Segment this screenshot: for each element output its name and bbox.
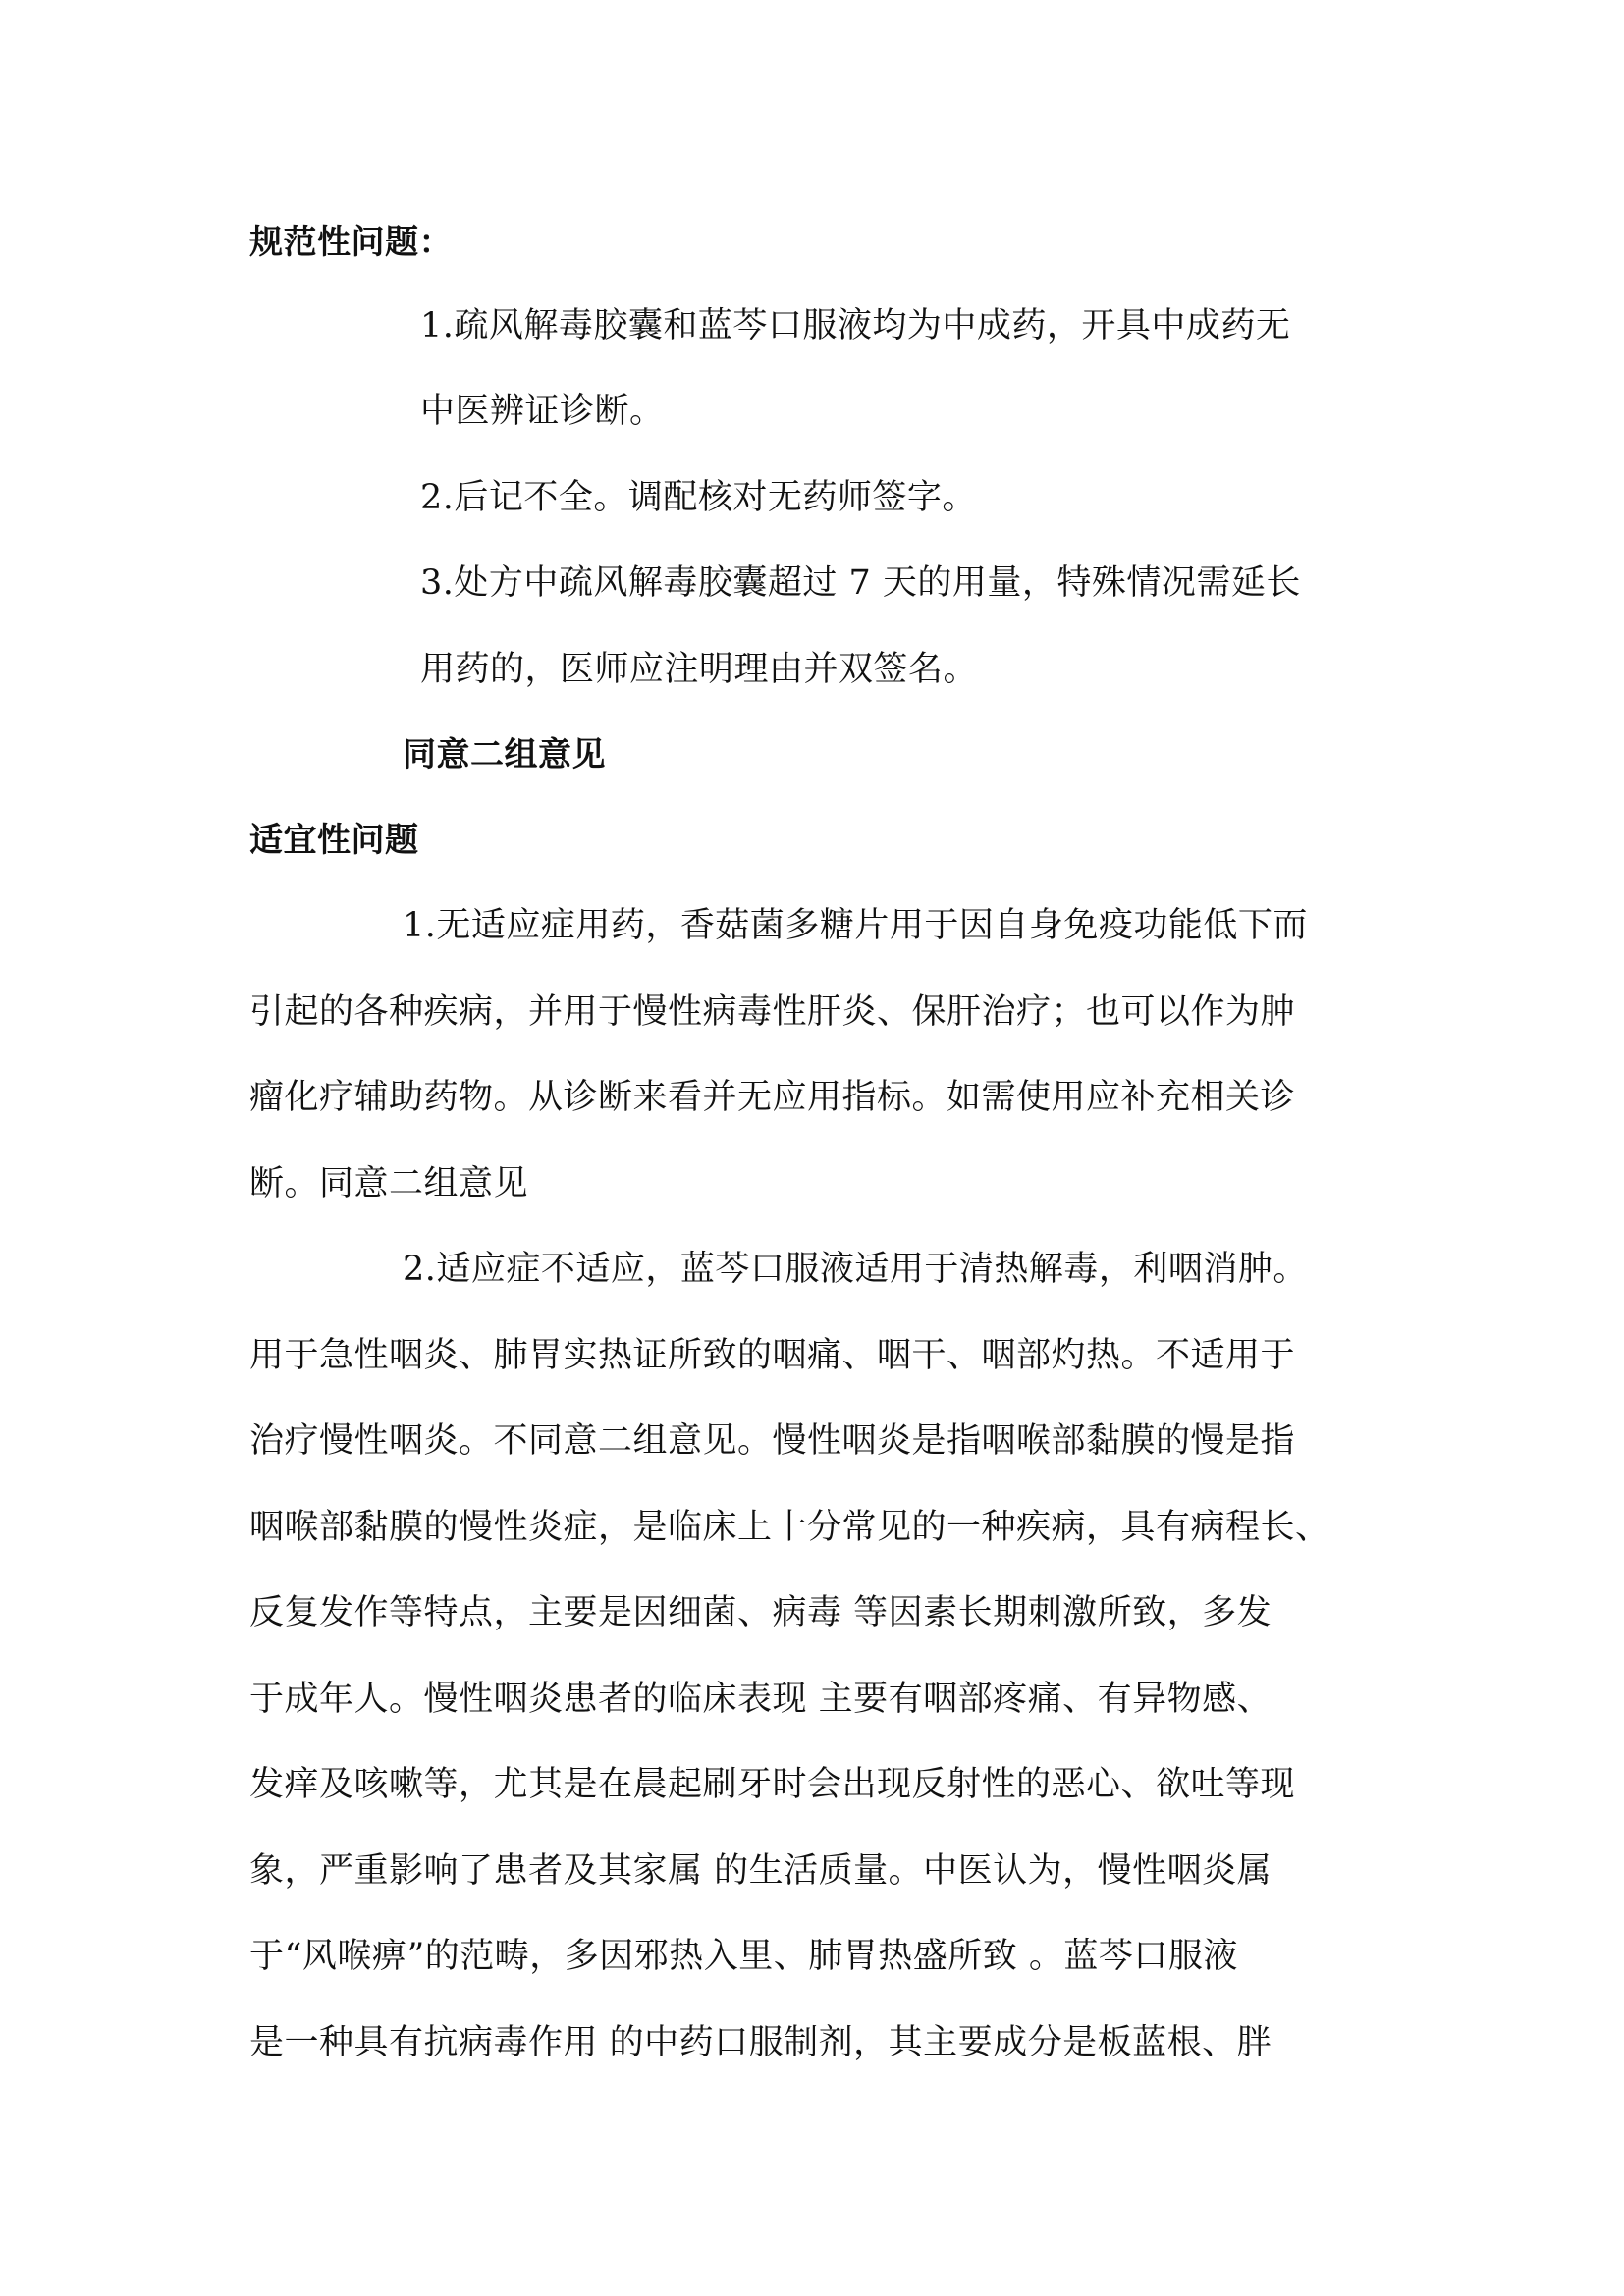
section-title-suitability: 适宜性问题 <box>249 821 419 860</box>
normative-item-1-line-1: 1.疏风解毒胶囊和蓝芩口服液均为中成药，开具中成药无 <box>420 306 1291 346</box>
suitability-p2-line-4: 咽喉部黏膜的慢性炎症，是临床上十分常见的一种疾病，具有病程长、 <box>249 1508 1330 1547</box>
normative-item-3-line-1: 3.处方中疏风解毒胶囊超过 7 天的用量，特殊情况需延长 <box>420 563 1301 603</box>
section-title-normative: 规范性问题： <box>249 223 453 262</box>
suitability-p2-line-3: 治疗慢性咽炎。不同意二组意见。慢性咽炎是指咽喉部黏膜的慢是指 <box>249 1421 1296 1461</box>
normative-item-3-line-2: 用药的，医师应注明理由并双签名。 <box>420 650 979 689</box>
suitability-p2-line-5: 反复发作等特点，主要是因细菌、病毒 等因素长期刺激所致，多发 <box>249 1593 1272 1632</box>
suitability-p1-line-4: 断。同意二组意见 <box>249 1164 529 1203</box>
suitability-p1-line-2: 引起的各种疾病，并用于慢性病毒性肝炎、保肝治疗；也可以作为肿 <box>249 992 1296 1032</box>
suitability-p2-line-7: 发痒及咳嗽等，尤其是在晨起刷牙时会出现反射性的恶心、欲吐等现 <box>249 1765 1296 1804</box>
normative-item-1-line-2: 中医辨证诊断。 <box>420 392 665 431</box>
suitability-p2-line-2: 用于急性咽炎、肺胃实热证所致的咽痛、咽干、咽部灼热。不适用于 <box>249 1336 1296 1375</box>
normative-item-2: 2.后记不全。调配核对无药师签字。 <box>420 478 977 517</box>
suitability-p2-line-9: 于“风喉痹”的范畴，多因邪热入里、肺胃热盛所致 。蓝芩口服液 <box>249 1937 1238 1976</box>
normative-agree-note: 同意二组意见 <box>403 735 606 774</box>
suitability-p2-line-6: 于成年人。慢性咽炎患者的临床表现 主要有咽部疼痛、有异物感、 <box>249 1680 1272 1719</box>
suitability-p2-line-8: 象，严重影响了患者及其家属 的生活质量。中医认为，慢性咽炎属 <box>249 1851 1272 1891</box>
suitability-p1-line-3: 瘤化疗辅助药物。从诊断来看并无应用指标。如需使用应补充相关诊 <box>249 1078 1296 1117</box>
suitability-p2-line-10: 是一种具有抗病毒作用 的中药口服制剂，其主要成分是板蓝根、胖 <box>249 2023 1272 2062</box>
suitability-p2-line-1: 2.适应症不适应，蓝芩口服液适用于清热解毒，利咽消肿。 <box>403 1250 1308 1289</box>
suitability-p1-line-1: 1.无适应症用药，香菇菌多糖片用于因自身免疫功能低下而 <box>403 906 1308 945</box>
